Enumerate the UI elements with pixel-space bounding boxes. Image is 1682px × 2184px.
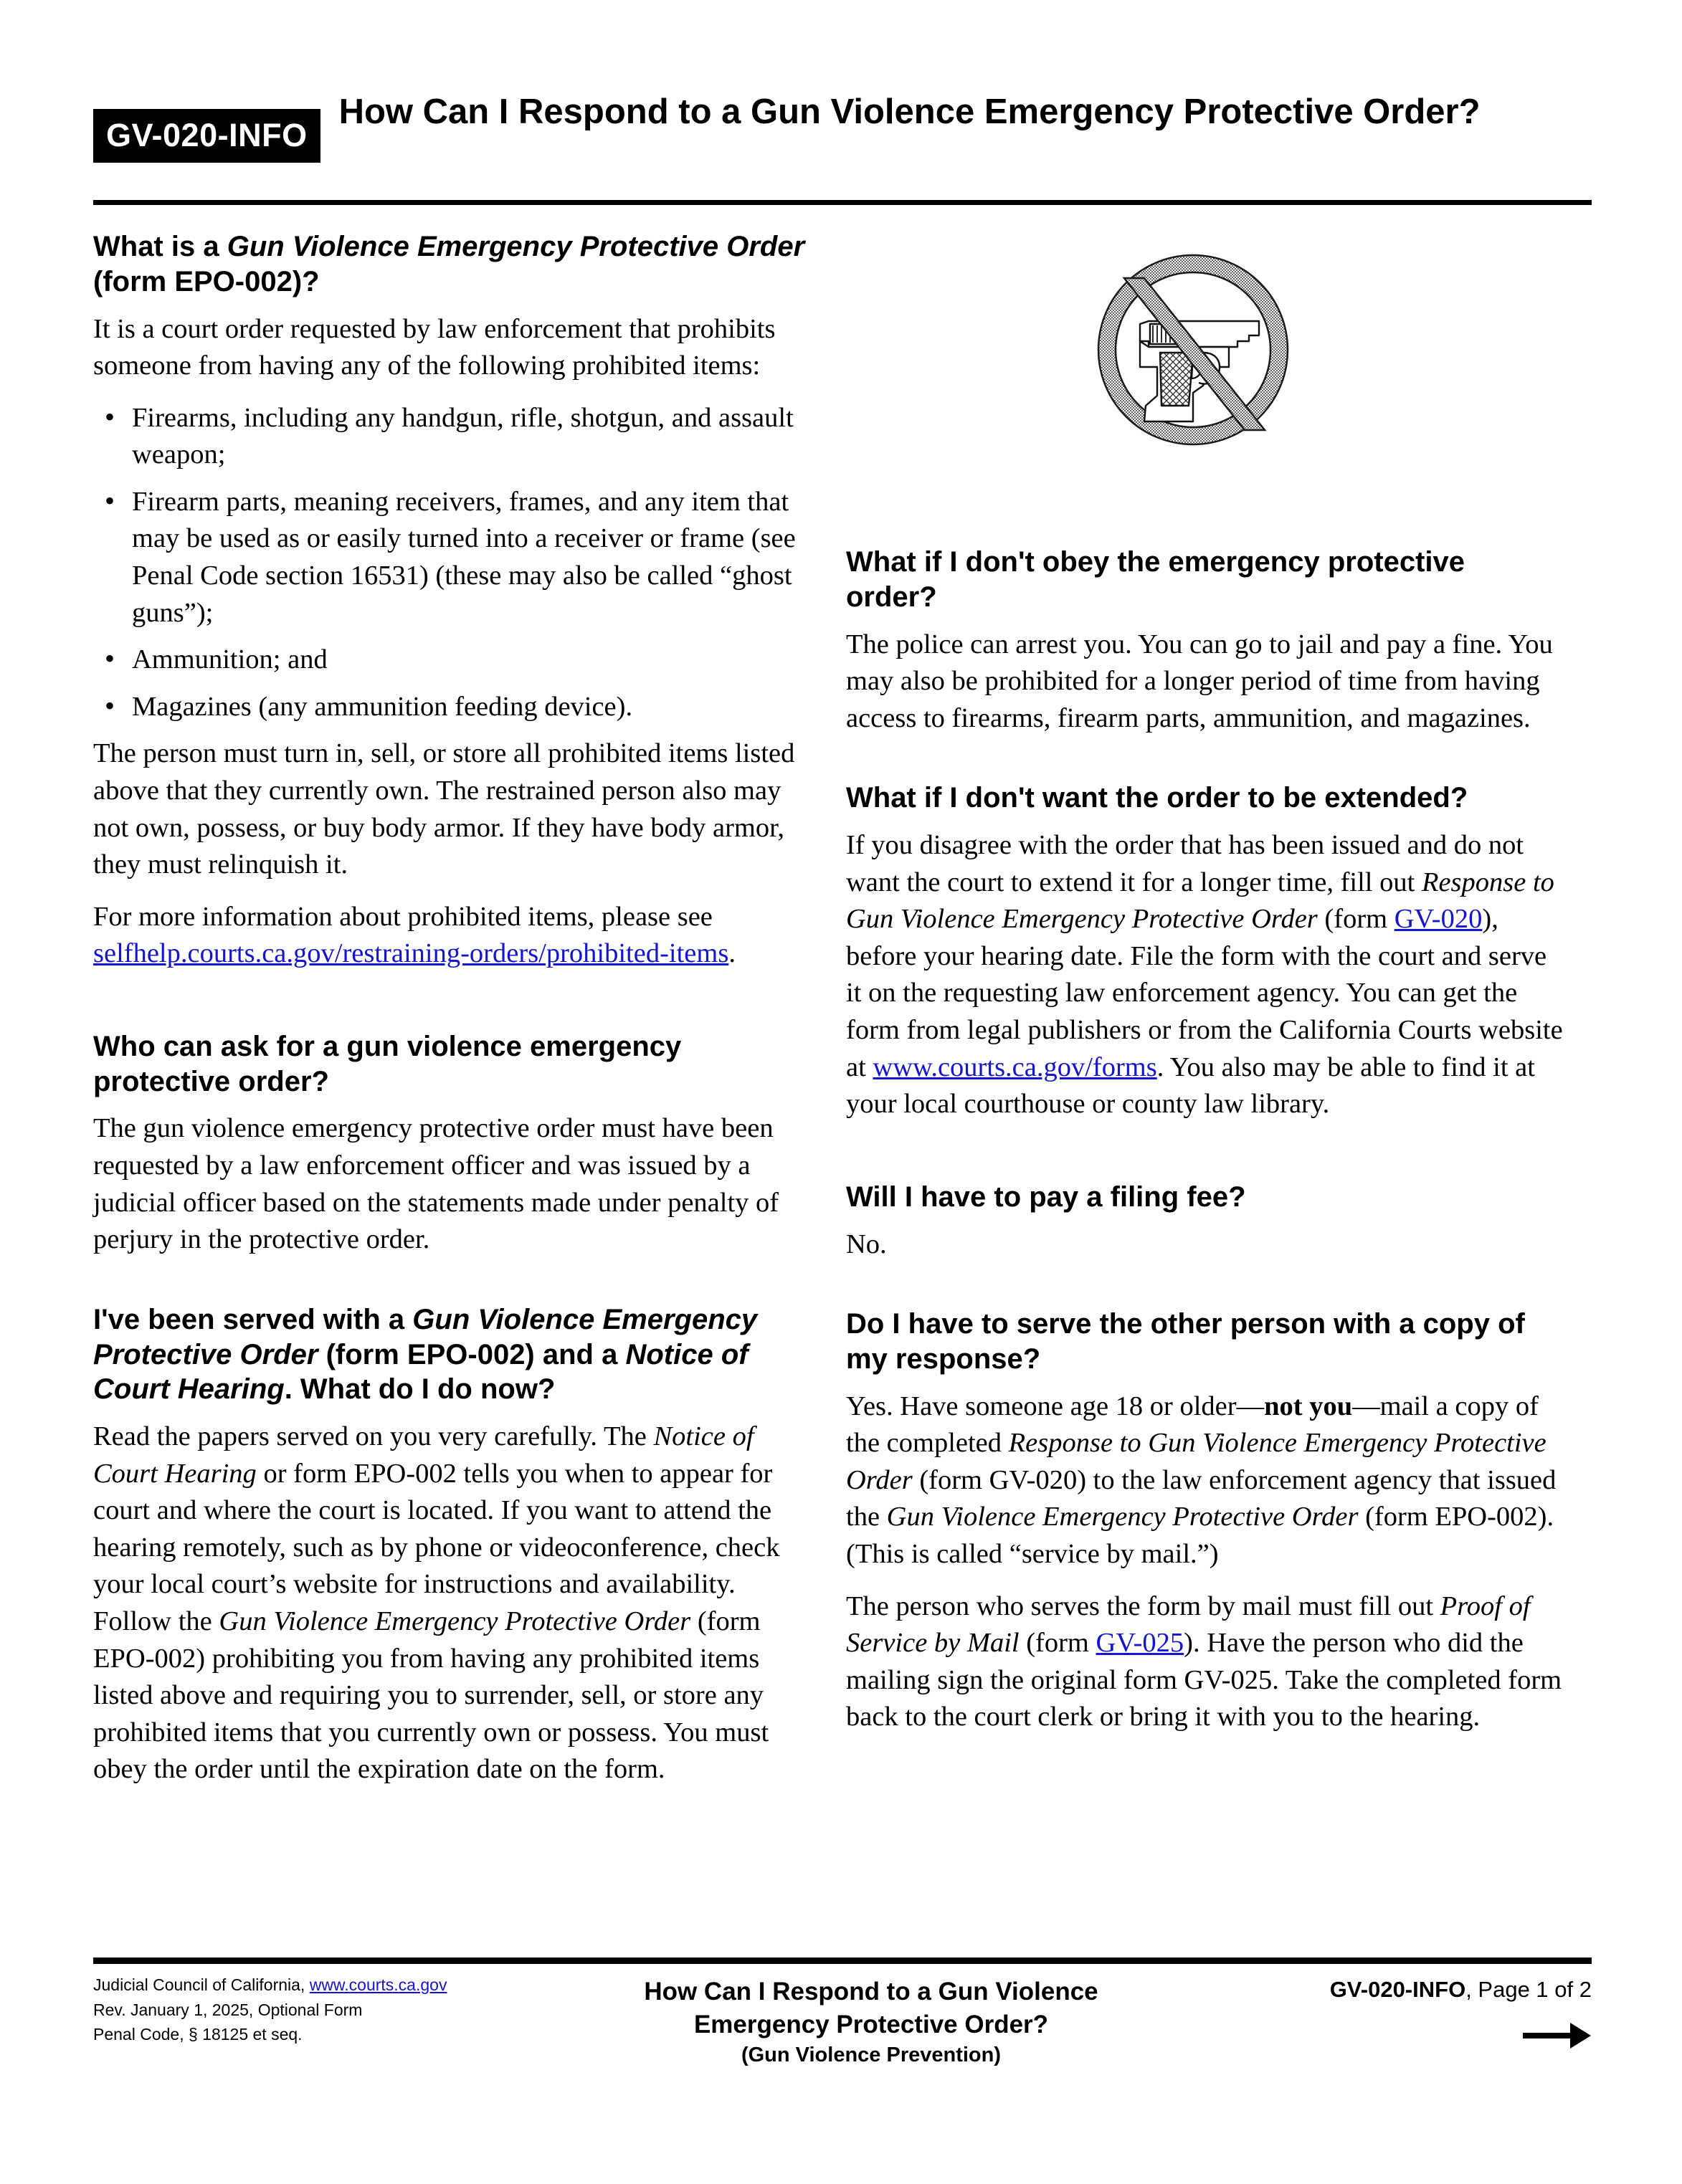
right-arrow-icon [1219, 2020, 1592, 2057]
paragraph-court-order-intro: It is a court order requested by law enforcement that prohibits someone from having any of the following prohibited items: [93, 313, 776, 381]
list-item: • Ammunition; and [93, 642, 810, 679]
heading-text-a: What is a [93, 231, 227, 262]
footer-title-line-2: Emergency Protective Order? [693, 2011, 1049, 2039]
section-spacer [846, 1138, 1563, 1180]
heading-text-b: (form EPO-002)? [93, 265, 320, 297]
footer-subtitle: (Gun Violence Prevention) [741, 2044, 1002, 2067]
gv-020-form-link[interactable]: GV-020 [1394, 904, 1483, 935]
body-text-italic-1: Response to Gun Violence Emergency Protective Order [846, 1428, 1546, 1495]
body-text-a: The person who serves the form by mail must fill out [846, 1591, 1440, 1621]
heading-text-c: . What do I do now? [284, 1373, 556, 1406]
footer-title-line-1: How Can I Respond to a Gun Violence [644, 1978, 1098, 2006]
no-gun-icon [1096, 252, 1291, 447]
courts-website-link[interactable]: www.courts.ca.gov [309, 1975, 447, 1994]
prohibited-items-link[interactable]: selfhelp.courts.ca.gov/restraining-orders/prohibited-items [93, 938, 729, 969]
paragraph-dont-want-extended [846, 827, 1563, 1123]
footer-council-line [93, 1973, 523, 1998]
heading-what-is-gvepo [93, 229, 810, 300]
body-text-d: (form EPO-002). (This is called “service by mail.”) [846, 1502, 1554, 1570]
heading-text-italic-1: Gun Violence Emergency Protective Order [93, 1303, 758, 1370]
heading-who-can-ask: Who can ask for a gun violence emergency protective order? [93, 1030, 682, 1097]
body-text-c: (form GV-020) to the law enforcement agency that issued the [846, 1464, 1557, 1532]
body-text-c: ). Have the person who did the mailing sign the original form GV-025. Take the completed form back to the court clerk or bring it with you to the hearing. [846, 1628, 1562, 1732]
body-text-bold: not you [1264, 1391, 1353, 1421]
form-number-badge: GV-020-INFO [93, 109, 320, 163]
footer-divider-rule [93, 1958, 1592, 1964]
paragraph-more-information [93, 899, 810, 973]
more-info-lead-text: For more information about prohibited items, please see [93, 901, 713, 932]
courts-forms-link[interactable]: www.courts.ca.gov/forms [873, 1052, 1157, 1082]
list-item: • Firearms, including any handgun, rifle, shotgun, and assault weapon; [93, 400, 810, 474]
heading-text-b: (form EPO-002) and a [318, 1338, 626, 1370]
footer-penal-code-line: Penal Code, § 18125 et seq. [93, 2025, 303, 2044]
paragraph-read-the-papers [93, 1418, 810, 1788]
body-text-italic-1: Notice of Court Hearing [93, 1421, 754, 1489]
paragraph-dont-obey: The police can arrest you. You can go to jail and pay a fine. You may also be prohibited for a longer period of time from having access to firearms, firearm parts, ammunition, and magazines. [846, 629, 1553, 733]
heading-text-italic: Gun Violence Emergency Protective Order [227, 231, 805, 262]
paragraph-turn-in-items: The person must turn in, sell, or store all prohibited items listed above that they currently own. The restrained person also may not own, possess, or buy body armor. If they have body armor, they must relinquish it. [93, 738, 795, 880]
heading-dont-obey: What if I don't obey the emergency protective order? [846, 546, 1465, 613]
section-spacer [93, 988, 810, 1029]
footer-page-line [1219, 1977, 1592, 2003]
page-footer [93, 1973, 1592, 2069]
paragraph-serve-by-mail [846, 1388, 1563, 1573]
body-text-b: (form [1019, 1628, 1096, 1659]
heading-dont-want-extended: What if I don't want the order to be extended? [846, 782, 1468, 814]
body-text-italic-2: Gun Violence Emergency Protective Order [886, 1502, 1359, 1532]
footer-council-text: Judicial Council of California, [93, 1975, 310, 1994]
body-text-italic-2: Gun Violence Emergency Protective Order [219, 1606, 691, 1637]
heading-text-italic-2: Notice of Court Hearing [93, 1338, 749, 1406]
page-title: How Can I Respond to a Gun Violence Emergency Protective Order? [338, 92, 1481, 131]
list-item: • Magazines (any ammunition feeding device). [93, 689, 810, 726]
section-spacer [93, 1274, 810, 1302]
heading-serve-other-person: Do I have to serve the other person with a copy of my response? [846, 1308, 1525, 1375]
footer-form-number: GV-020-INFO [1329, 1977, 1466, 2002]
section-spacer [846, 1278, 1563, 1307]
body-text-a: Yes. Have someone age 18 or older— [846, 1391, 1265, 1421]
paragraph-who-can-ask: The gun violence emergency protective order must have been requested by a law enforcement officer and was issued by a judicial officer based on the statements made under penalty of perjury in the protective order. [93, 1113, 779, 1255]
list-item: • Firearm parts, meaning receivers, frames, and any item that may be used as or easily turned into a receiver or frame (see Penal Code section 16531) (these may also be called “ghost guns”); [93, 484, 810, 631]
heading-text-a: I've been served with a [93, 1303, 413, 1335]
body-text-a: Read the papers served on you very carefully. The [93, 1421, 654, 1452]
paragraph-proof-of-service [846, 1588, 1563, 1736]
section-spacer [846, 752, 1563, 781]
left-column [93, 229, 810, 1803]
body-text-a: If you disagree with the order that has been issued and do not want the court to extend it for a longer time, fill out [846, 830, 1524, 897]
footer-revision-line: Rev. January 1, 2025, Optional Form [93, 2000, 363, 2019]
prohibited-items-list [93, 400, 810, 726]
body-text-italic-1: Response to Gun Violence Emergency Protective Order [846, 867, 1554, 935]
header-divider-rule [93, 200, 1592, 205]
heading-filing-fee: Will I have to pay a filing fee? [846, 1181, 1246, 1213]
heading-ive-been-served [93, 1302, 810, 1407]
body-text-c: ), before your hearing date. File the form with the court and serve it on the requesting law enforcement agency. You can get the form from legal publishers or from the California Courts website at [846, 904, 1563, 1082]
footer-publisher-block [93, 1973, 523, 2047]
body-text-b: (form [1317, 904, 1394, 935]
footer-title-block [523, 1973, 1219, 2069]
footer-pagination-block [1219, 1973, 1592, 2057]
more-info-tail-text: . [728, 938, 736, 969]
page-header [93, 92, 1592, 163]
body-text-c: (form EPO-002) prohibiting you from having any prohibited items listed above and requiring you to surrender, sell, or store any prohibited items that you currently own or possess. You must obey the order until the expiration date on the form. [93, 1606, 769, 1785]
body-text-b: or form EPO-002 tells you when to appear for court and where the court is located. If you want to attend the hearing remotely, such as by phone or videoconference, check your local court’s website for instructions and availability. Follow the [93, 1458, 780, 1637]
footer-page-number: , Page 1 of 2 [1465, 1977, 1592, 2002]
right-column [846, 545, 1563, 1751]
gv-025-form-link[interactable]: GV-025 [1096, 1628, 1184, 1659]
body-text-italic-1: Proof of Service by Mail [846, 1591, 1531, 1659]
paragraph-filing-fee: No. [846, 1229, 887, 1259]
body-text-b: —mail a copy of the completed [846, 1391, 1539, 1459]
body-text-d: . You also may be able to find it at your local courthouse or county law library. [846, 1052, 1535, 1120]
